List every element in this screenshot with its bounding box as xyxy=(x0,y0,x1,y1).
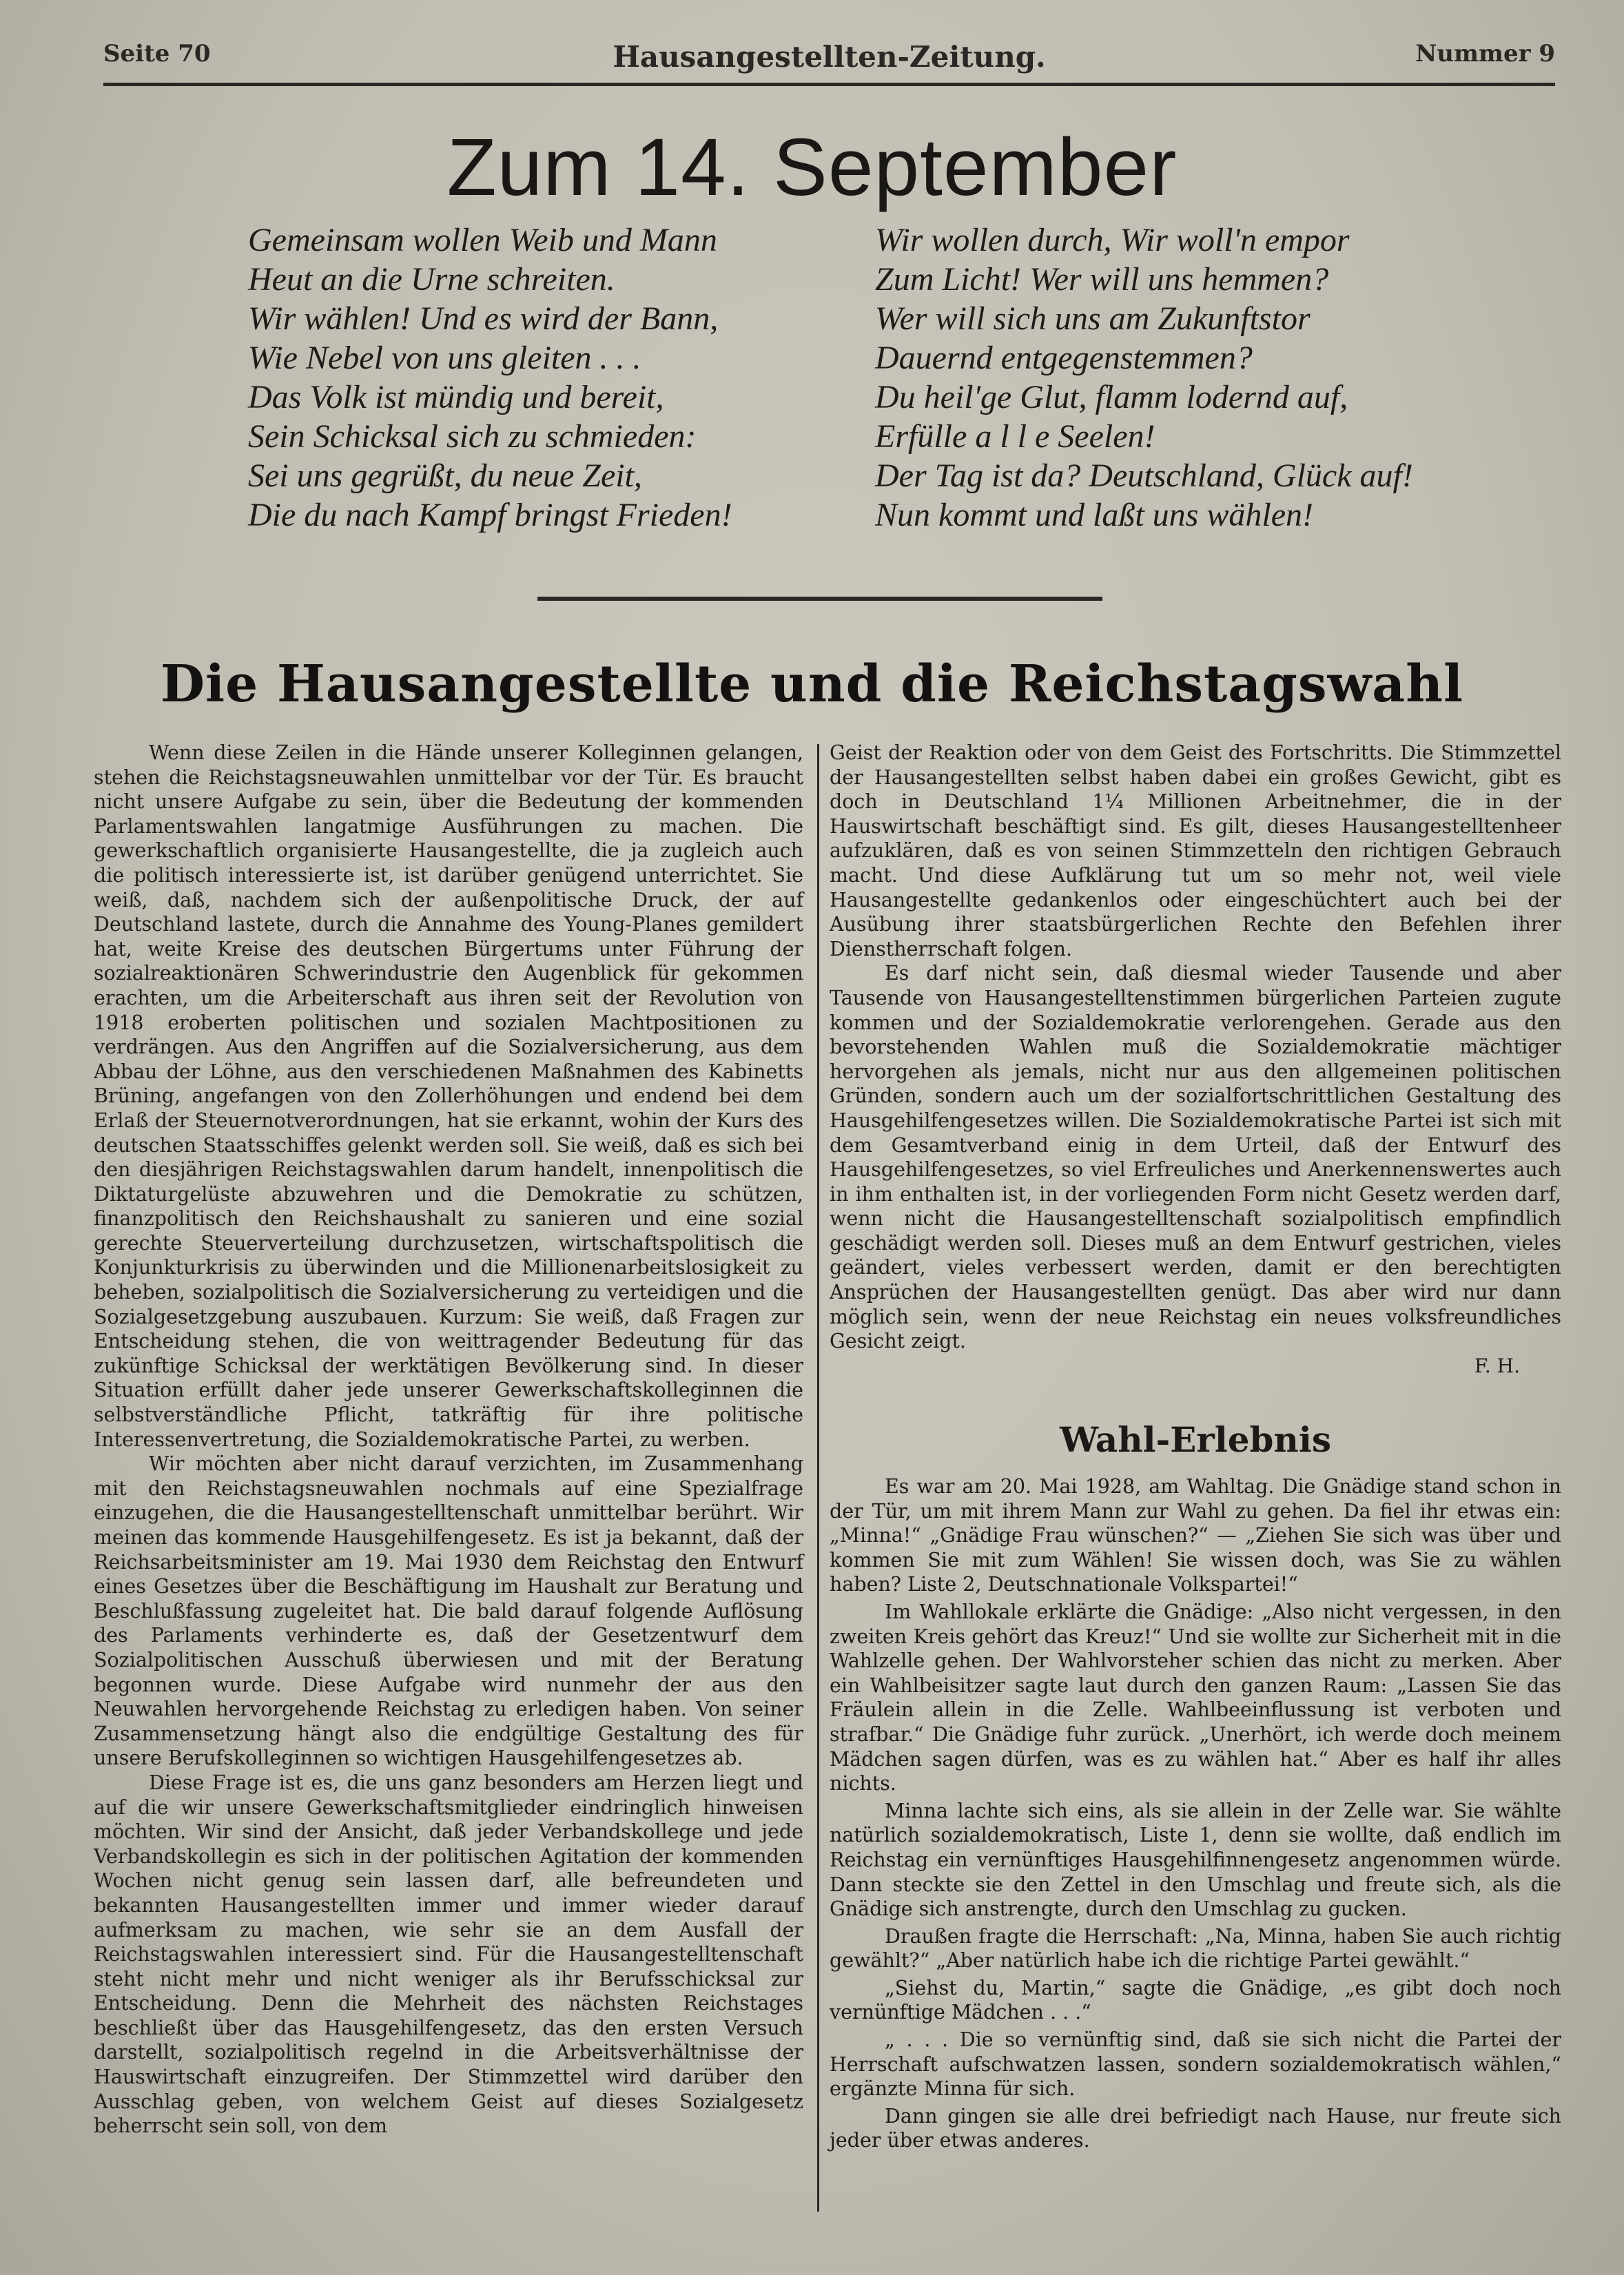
article-signature: F. H. xyxy=(1474,1354,1520,1377)
poem-line: Der Tag ist da? Deutschland, Glück auf! xyxy=(875,457,1413,494)
issue-number: Nummer 9 xyxy=(1415,40,1555,68)
poem-line: Du heil'ge Glut, flamm lodernd auf, xyxy=(875,379,1348,415)
poem-stanza-right xyxy=(875,220,1495,535)
poem-title: Zum 14. September xyxy=(446,122,1178,213)
poem-line: Nun kommt und laßt uns wählen! xyxy=(875,497,1313,533)
poem-line: Das Volk ist mündig und bereit, xyxy=(248,379,664,415)
masthead: Hausangestellten-Zeitung. xyxy=(613,40,1046,74)
story-paragraph: Draußen fragte die Herrschaft: „Na, Minna, haben Sie auch richtig gewählt?“ „Aber natürlich habe ich die richtige Partei gewählt.“ xyxy=(830,1924,1561,1973)
page-header xyxy=(103,28,1555,86)
poem-line: Gemeinsam wollen Weib und Mann xyxy=(248,222,717,258)
article-column-1 xyxy=(94,741,803,2139)
story-paragraph: Im Wahllokale erklärte die Gnädige: „Also nicht vergessen, in den zweiten Kreis gehört das Kreuz!“ Und sie wollte zur Sicherheit mit in die Wahlzelle gehen. Der Wahlvorsteher schien das nicht zu merken. Aber ein Wahlbeisitzer sagte laut durch den ganzen Raum: „Lassen Sie das Fräulein allein in die Zelle. Wahlbeeinflussung ist verboten und strafbar.“ Die Gnädige fuhr zurück. „Unerhört, ich werde doch meinem Mädchen sagen dürfen, was es zu wählen hat.“ Aber es half ihr alles nichts. xyxy=(830,1600,1561,1795)
story-paragraph: „ . . . Die so vernünftig sind, daß sie sich nicht die Partei der Herrschaft aufschwatzen lassen, sondern sozialdemokratisch wählen,“ ergänzte Minna für sich. xyxy=(830,2028,1561,2101)
article-paragraph: Wir möchten aber nicht darauf verzichten, im Zusammenhang mit den Reichstagsneuwahlen nochmals auf eine Spezialfrage einzugehen, die die Hausangestelltenschaft unmittelbar berührt. Wir meinen das kommende Hausgehilfengesetz. Es ist ja bekannt, daß der Reichsarbeitsminister am 19. Mai 1930 dem Reichstag den Entwurf eines Gesetzes über die Beschäftigung im Haushalt zur Beratung und Beschlußfassung zugeleitet hat. Die bald darauf folgende Auflösung des Parlaments verhinderte es, daß der Gesetzentwurf dem Sozialpolitischen Ausschuß überwiesen und mit der Beratung begonnen wurde. Diese Aufgabe wird nunmehr der aus den Neuwahlen hervorgehende Reichstag zu erledigen haben. Von seiner Zusammensetzung hängt also die endgültige Gestaltung des für unsere Berufskolleginnen so wichtigen Hausgehilfengesetzes ab. xyxy=(94,1452,803,1770)
poem-stanza-left xyxy=(248,220,841,535)
story-paragraph: Minna lachte sich eins, als sie allein in der Zelle war. Sie wählte natürlich sozialdemokratisch, Liste 1, denn sie wollte, daß endlich im Reichstag ein vernünftiges Hausgehilfinnengesetz angenommen würde. Dann steckte sie den Zettel in den Umschlag und freute sich, als die Gnädige sich anstrengte, durch den Umschlag zu gucken. xyxy=(830,1799,1561,1921)
poem-line: Sei uns gegrüßt, du neue Zeit, xyxy=(248,457,642,494)
poem-line: Erfülle a l l e Seelen! xyxy=(875,418,1155,455)
story-body xyxy=(830,1474,1561,2156)
article-paragraph: Wenn diese Zeilen in die Hände unserer Kolleginnen gelangen, stehen die Reichstagsneuwahlen unmittelbar vor der Tür. Es braucht nicht unsere Aufgabe zu sein, über die Bedeutung der kommenden Parlamentswahlen langatmige Ausführungen zu machen. Die gewerkschaftlich organisierte Hausangestellte, die ja zugleich auch die politisch interessierte ist, ist darüber genügend unterrichtet. Sie weiß, daß, nachdem sich der außenpolitische Druck, der auf Deutschland lastete, durch die Annahme des Young-Planes gemildert hat, weite Kreise des deutschen Bürgertums unter Führung der sozialreaktionären Schwerindustrie den Augenblick für gekommen erachten, um die Arbeiterschaft aus ihren seit der Revolution von 1918 eroberten politischen und sozialen Machtpositionen zu verdrängen. Aus den Angriffen auf die Sozialversicherung, aus dem Abbau der Löhne, aus den verschiedenen Maßnahmen des Kabinetts Brüning, angefangen von den Zollerhöhungen und endend bei dem Erlaß der Steuernotverordnungen, hat sie erkannt, wohin der Kurs des deutschen Staatsschiffes gelenkt werden soll. Sie weiß, daß es sich bei den diesjährigen Reichstagswahlen darum handelt, innenpolitisch die Diktaturgelüste abzuwehren und die Demokratie zu schützen, finanzpolitisch den Reichshaushalt zu sanieren und eine sozial gerechte Steuerverteilung durchzusetzen, wirtschaftspolitisch die Konjunkturkrisis zu überwinden und die Millionenarbeitslosigkeit zu beheben, sozialpolitisch die Sozialversicherung zu verteidigen und die Sozialgesetzgebung auszubauen. Kurzum: Sie weiß, daß Fragen zur Entscheidung stehen, die von weittragender Bedeutung für das zukünftige Schicksal der werktätigen Bevölkerung sind. In dieser Situation erfüllt daher jede unserer Gewerkschaftskolleginnen die selbstverständliche Pflicht, tatkräftig für ihre politische Interessenvertretung, die Sozialdemokratische Partei, zu werben. xyxy=(94,741,803,1451)
poem-line: Wir wollen durch, Wir woll'n empor xyxy=(875,222,1350,258)
page-number: Seite 70 xyxy=(103,40,211,68)
poem-line: Wie Nebel von uns gleiten . . . xyxy=(248,340,641,376)
poem-line: Zum Licht! Wer will uns hemmen? xyxy=(875,261,1329,298)
article-headline: Die Hausangestellte und die Reichstagswahl xyxy=(160,655,1464,714)
story-paragraph: „Siehst du, Martin,“ sagte die Gnädige, „es gibt doch noch vernünftige Mädchen . . .“ xyxy=(830,1976,1561,2024)
article-column-2 xyxy=(830,741,1561,1378)
poem-line: Die du nach Kampf bringst Frieden! xyxy=(248,497,732,533)
story-paragraph: Es war am 20. Mai 1928, am Wahltag. Die Gnädige stand schon in der Tür, um mit ihrem Mann zur Wahl zu gehen. Da fiel ihr etwas ein: „Minna!“ „Gnädige Frau wünschen?“ — „Ziehen Sie sich was über und kommen Sie mit zum Wählen! Sie wissen doch, was Sie zu wählen haben? Liste 2, Deutschnationale Volkspartei!“ xyxy=(830,1475,1561,1596)
article-paragraph: Geist der Reaktion oder von dem Geist des Fortschritts. Die Stimmzettel der Hausangestellten selbst haben dabei ein großes Gewicht, gibt es doch in Deutschland 1¼ Millionen Arbeitnehmer, die in der Hauswirtschaft beschäftigt sind. Es gilt, dieses Hausangestelltenheer aufzuklären, daß es von seinen Stimmzetteln den richtigen Gebrauch macht. Und diese Aufklärung tut um so mehr not, weil viele Hausangestellte gedankenlos oder eingeschüchtert auch bei der Ausübung ihrer staatsbürgerlichen Rechte den Befehlen ihrer Dienstherrschaft folgen. xyxy=(830,741,1561,960)
poem-line: Dauernd entgegenstemmen? xyxy=(875,340,1253,376)
poem-line: Sein Schicksal sich zu schmieden: xyxy=(248,418,697,455)
article-paragraph: Diese Frage ist es, die uns ganz besonders am Herzen liegt und auf die wir unsere Gewerkschaftsmitglieder eindringlich hinweisen möchten. Wir sind der Ansicht, daß jeder Verbandskollege und jede Verbandskollegin es sich in der politischen Agitation der kommenden Wochen nicht genug sein lassen darf, alle befreundeten und bekannten Hausangestellten immer und immer wieder darauf aufmerksam zu machen, wie sehr sie an dem Ausfall der Reichstagswahlen interessiert sind. Für die Hausangestelltenschaft steht nicht mehr und nicht weniger als ihr Berufsschicksal zur Entscheidung. Denn die Mehrheit des nächsten Reichstages beschließt über das Hausgehilfengesetz, das den ersten Versuch darstellt, sozialpolitisch regelnd in die Arbeitsverhältnisse der Hauswirtschaft einzugreifen. Der Stimmzettel wird darüber den Ausschlag geben, von welchem Geist auf dieses Sozialgesetz beherrscht sein soll, von dem xyxy=(94,1771,803,2138)
article-paragraph: Es darf nicht sein, daß diesmal wieder Tausende und aber Tausende von Hausangestelltenstimmen bürgerlichen Parteien zugute kommen und der Sozialdemokratie verlorengehen. Gerade aus den bevorstehenden Wahlen muß die Sozialdemokratie mächtiger hervorgehen als jemals, nicht nur aus den allgemeinen politischen Gründen, sondern auch um der sozialfortschrittlichen Gestaltung des Hausgehilfengesetzes willen. Die Sozialdemokratische Partei ist sich mit dem Gesamtverband einig in dem Urteil, daß der Entwurf des Hausgehilfengesetzes, so viel Erfreuliches und Anerkennenswertes auch in ihm enthalten ist, in der vorliegenden Form nicht Gesetz werden darf, wenn nicht die Hausangestelltenschaft sozialpolitisch empfindlich geschädigt werden soll. Dieses muß an dem Entwurf gestrichen, vieles geändert, vieles verbessert werden, damit er den berechtigten Ansprüchen der Hausangestellten genügt. Das aber wird nur dann möglich sein, wenn der neue Reichstag ein neues volksfreundliches Gesicht zeigt. xyxy=(830,962,1561,1353)
column-divider xyxy=(817,744,819,2212)
poem-line: Heut an die Urne schreiten. xyxy=(248,261,615,298)
story-paragraph: Dann gingen sie alle drei befriedigt nach Hause, nur freute sich jeder über etwas anderes. xyxy=(830,2104,1561,2152)
poem-line: Wir wählen! Und es wird der Bann, xyxy=(248,300,719,337)
poem-line: Wer will sich uns am Zukunftstor xyxy=(875,300,1310,337)
section-divider xyxy=(537,597,1102,601)
story-title: Wahl-Erlebnis xyxy=(1059,1419,1332,1460)
